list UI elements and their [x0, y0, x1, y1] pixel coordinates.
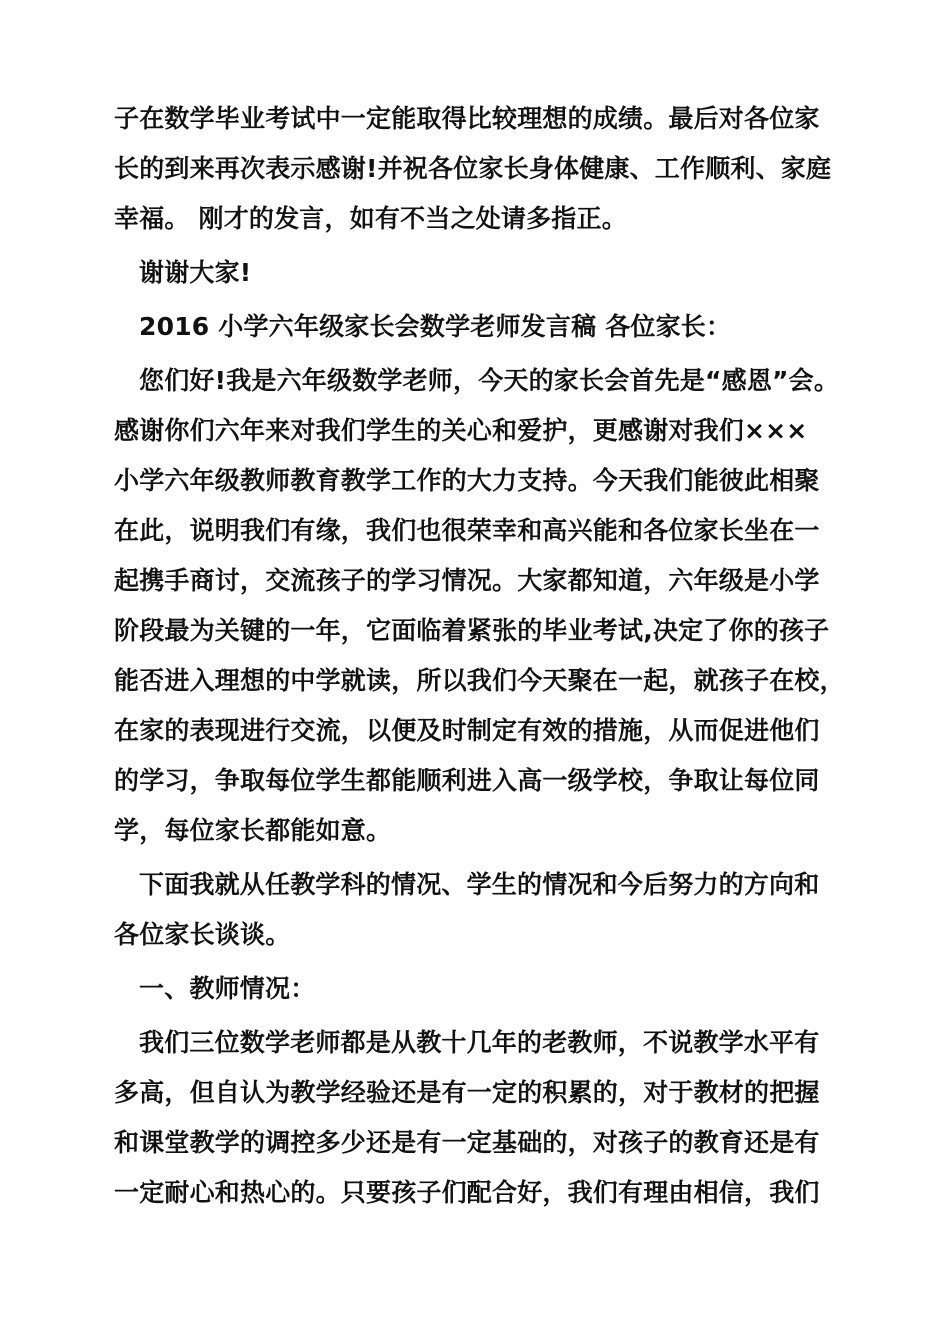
text-line: 小学六年级教师教育教学工作的大力支持。今天我们能彼此相聚	[114, 466, 820, 495]
text-line: 感谢你们六年来对我们学生的关心和爱护，更感谢对我们×××	[114, 416, 808, 445]
text-line: 长的到来再次表示感谢!并祝各位家长身体健康、工作顺利、家庭	[114, 154, 832, 183]
text-line: 阶段最为关键的一年，它面临着紧张的毕业考试,决定了你的孩子	[114, 616, 830, 645]
speech-title: 2016 小学六年级家长会数学老师发言稿 各位家长：	[139, 312, 732, 341]
text-line: 谢谢大家!	[139, 258, 252, 287]
text-line: 我们三位数学老师都是从教十几年的老教师，不说教学水平有	[139, 1028, 820, 1057]
text-line: 在家的表现进行交流，以便及时制定有效的措施，从而促进他们	[114, 716, 820, 745]
text-line: 子在数学毕业考试中一定能取得比较理想的成绩。最后对各位家	[114, 104, 820, 133]
text-line: 的学习，争取每位学生都能顺利进入高一级学校，争取让每位同	[114, 766, 820, 795]
text-line: 和课堂教学的调控多少还是有一定基础的，对孩子的教育还是有	[114, 1128, 820, 1157]
text-line: 您们好!我是六年级数学老师，今天的家长会首先是“感恩”会。	[139, 366, 840, 395]
text-line: 在此，说明我们有缘，我们也很荣幸和高兴能和各位家长坐在一	[114, 516, 820, 545]
document-body	[114, 94, 845, 1218]
text-line: 一定耐心和热心的。只要孩子们配合好，我们有理由相信，我们	[114, 1178, 820, 1207]
text-line: 能否进入理想的中学就读，所以我们今天聚在一起，就孩子在校，	[114, 666, 845, 695]
text-line: 起携手商讨，交流孩子的学习情况。大家都知道，六年级是小学	[114, 566, 820, 595]
text-line: 学，每位家长都能如意。	[114, 816, 392, 845]
text-line: 多高，但自认为教学经验还是有一定的积累的，对于教材的把握	[114, 1078, 820, 1107]
text-line: 下面我就从任教学科的情况、学生的情况和今后努力的方向和	[139, 870, 820, 899]
text-line: 各位家长谈谈。	[114, 920, 291, 949]
text-line: 幸福。 刚才的发言，如有不当之处请多指正。	[114, 204, 627, 233]
section-heading: 一、教师情况：	[139, 974, 316, 1003]
